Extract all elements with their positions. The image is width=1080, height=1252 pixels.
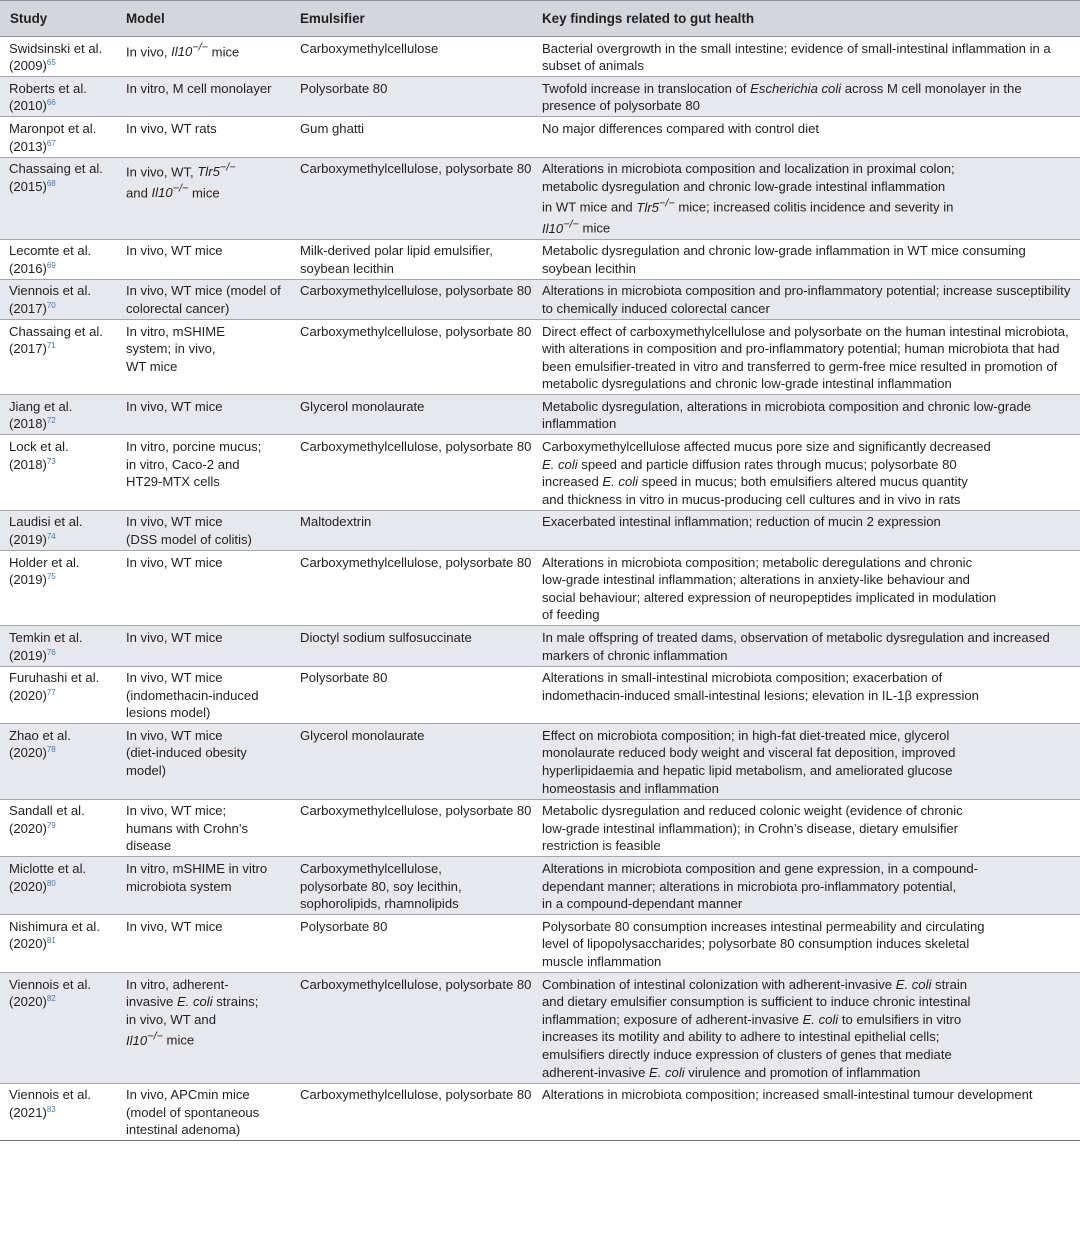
emulsifier-cell: Carboxymethylcellulose, polysorbate 80 xyxy=(294,157,536,239)
study-cell xyxy=(0,626,120,666)
study-year: (2017) xyxy=(9,300,47,316)
model-cell: In vitro, mSHIME system; in vivo, WT mice xyxy=(120,319,294,394)
table-row xyxy=(0,435,1080,510)
header-row xyxy=(0,1,1080,37)
findings-cell: No major differences compared with control diet xyxy=(536,117,1080,157)
findings-cell: Alterations in microbiota composition and gene expression, in a compound- dependant manner; alterations in microbiota pro-inflammatory potential, in a compound-dependant manner xyxy=(536,857,1080,915)
study-year: (2019) xyxy=(9,572,47,588)
reference-link[interactable]: 82 xyxy=(46,994,56,1004)
findings-cell: Effect on microbiota composition; in high-fat diet-treated mice, glycerol monolaurate reduced body weight and visceral fat deposition, improved hyperlipidaemia and hepatic lipid metabolism, and ameliorated glucose homeostasis and inflammation xyxy=(536,724,1080,799)
reference-link[interactable]: 77 xyxy=(46,687,56,697)
model-cell: In vivo, WT mice xyxy=(120,239,294,279)
reference-link[interactable]: 66 xyxy=(46,98,56,108)
study-name: Viennois et al. xyxy=(9,1087,92,1103)
study-cell xyxy=(0,395,120,435)
findings-cell: Twofold increase in translocation of Escherichia coli across M cell monolayer in the presence of polysorbate 80 xyxy=(536,77,1080,117)
table-row xyxy=(0,279,1080,319)
header-model: Model xyxy=(120,1,294,37)
study-year: (2019) xyxy=(9,647,47,663)
reference-link[interactable]: 73 xyxy=(46,456,56,466)
emulsifier-cell: Carboxymethylcellulose, polysorbate 80 xyxy=(294,799,536,857)
reference-link[interactable]: 81 xyxy=(46,936,56,946)
study-cell xyxy=(0,915,120,973)
model-cell: In vivo, WT mice (indomethacin-induced lesions model) xyxy=(120,666,294,724)
table-row xyxy=(0,626,1080,666)
table-row xyxy=(0,37,1080,77)
findings-cell: Alterations in small-intestinal microbiota composition; exacerbation of indomethacin-induced small-intestinal lesions; elevation in IL-1β expression xyxy=(536,666,1080,724)
table-row xyxy=(0,77,1080,117)
table-row xyxy=(0,799,1080,857)
study-cell xyxy=(0,857,120,915)
study-name: Sandall et al. xyxy=(9,803,85,819)
emulsifier-cell: Glycerol monolaurate xyxy=(294,724,536,799)
reference-link[interactable]: 69 xyxy=(46,260,56,270)
findings-cell: Alterations in microbiota composition and pro-inflammatory potential; increase susceptibility to chemically induced colorectal cancer xyxy=(536,279,1080,319)
emulsifier-cell: Maltodextrin xyxy=(294,510,536,550)
study-name: Viennois et al. xyxy=(9,976,92,992)
model-cell: In vitro, M cell monolayer xyxy=(120,77,294,117)
study-cell xyxy=(0,157,120,239)
findings-cell: Exacerbated intestinal inflammation; reduction of mucin 2 expression xyxy=(536,510,1080,550)
emulsifier-cell: Carboxymethylcellulose xyxy=(294,37,536,77)
table-row xyxy=(0,972,1080,1083)
study-name: Jiang et al. xyxy=(9,398,73,414)
table-row xyxy=(0,395,1080,435)
emulsifier-cell: Carboxymethylcellulose, polysorbate 80 xyxy=(294,551,536,626)
study-year: (2020) xyxy=(9,936,47,952)
study-name: Maronpot et al. xyxy=(9,120,97,136)
study-year: (2013) xyxy=(9,138,47,154)
study-name: Nishimura et al. xyxy=(9,918,100,934)
study-cell xyxy=(0,435,120,510)
model-cell: In vitro, porcine mucus; in vitro, Caco-2 and HT29-MTX cells xyxy=(120,435,294,510)
study-cell xyxy=(0,1083,120,1141)
model-cell: In vivo, WT mice xyxy=(120,915,294,973)
study-cell xyxy=(0,510,120,550)
table-row xyxy=(0,915,1080,973)
findings-cell: In male offspring of treated dams, observation of metabolic dysregulation and increased markers of chronic inflammation xyxy=(536,626,1080,666)
table-row xyxy=(0,857,1080,915)
model-cell: In vivo, WT mice (DSS model of colitis) xyxy=(120,510,294,550)
study-cell xyxy=(0,37,120,77)
findings-cell: Combination of intestinal colonization with adherent-invasive E. coli strain and dietary emulsifier consumption is sufficient to induce chronic intestinal inflammation; exposure of adherent-invasive E. coli to emulsifiers in vitro increases its motility and ability to adhere to intestinal epithelial cells; emulsifiers directly induce expression of clusters of genes that mediate adherent-invasive E. coli virulence and promotion of inflammation xyxy=(536,972,1080,1083)
model-cell: In vitro, adherent- invasive E. coli strains; in vivo, WT and Il10−/− mice xyxy=(120,972,294,1083)
study-year: (2021) xyxy=(9,1104,47,1120)
reference-link[interactable]: 65 xyxy=(46,58,56,68)
study-name: Temkin et al. xyxy=(9,629,83,645)
reference-link[interactable]: 68 xyxy=(46,178,56,188)
study-year: (2020) xyxy=(9,994,47,1010)
table-row xyxy=(0,239,1080,279)
reference-link[interactable]: 70 xyxy=(46,300,56,310)
study-cell xyxy=(0,551,120,626)
emulsifier-cell: Glycerol monolaurate xyxy=(294,395,536,435)
emulsifier-cell: Gum ghatti xyxy=(294,117,536,157)
model-cell: In vivo, WT mice xyxy=(120,395,294,435)
findings-cell: Metabolic dysregulation, alterations in microbiota composition and chronic low-grade inflammation xyxy=(536,395,1080,435)
findings-cell: Carboxymethylcellulose affected mucus pore size and significantly decreased E. coli speed and particle diffusion rates through mucus; polysorbate 80 increased E. coli speed in mucus; both emulsifiers altered mucus quantity and thickness in vitro in mucus-producing cell cultures and in vivo in rats xyxy=(536,435,1080,510)
table-row xyxy=(0,319,1080,394)
study-year: (2019) xyxy=(9,532,47,548)
findings-cell: Metabolic dysregulation and reduced colonic weight (evidence of chronic low-grade intestinal inflammation); in Crohn’s disease, dietary emulsifier restriction is feasible xyxy=(536,799,1080,857)
study-cell xyxy=(0,279,120,319)
findings-cell: Bacterial overgrowth in the small intestine; evidence of small-intestinal inflammation in a subset of animals xyxy=(536,37,1080,77)
study-name: Roberts et al. xyxy=(9,80,87,96)
findings-cell: Metabolic dysregulation and chronic low-grade inflammation in WT mice consuming soybean lecithin xyxy=(536,239,1080,279)
reference-link[interactable]: 78 xyxy=(46,745,56,755)
header-key-findings: Key findings related to gut health xyxy=(536,1,1080,37)
study-name: Lock et al. xyxy=(9,439,69,455)
study-year: (2018) xyxy=(9,456,47,472)
study-name: Zhao et al. xyxy=(9,727,71,743)
model-cell: In vivo, WT rats xyxy=(120,117,294,157)
study-name: Viennois et al. xyxy=(9,283,92,299)
model-cell: In vivo, WT mice xyxy=(120,626,294,666)
header-study: Study xyxy=(0,1,120,37)
emulsifier-cell: Carboxymethylcellulose, polysorbate 80 xyxy=(294,435,536,510)
study-year: (2015) xyxy=(9,178,47,194)
study-year: (2017) xyxy=(9,341,47,357)
study-year: (2016) xyxy=(9,260,47,276)
table-row xyxy=(0,1083,1080,1141)
study-cell xyxy=(0,77,120,117)
reference-link[interactable]: 80 xyxy=(46,878,56,888)
table-row xyxy=(0,510,1080,550)
emulsifier-cell: Carboxymethylcellulose, polysorbate 80, soy lecithin, sophorolipids, rhamnolipids xyxy=(294,857,536,915)
study-year: (2009) xyxy=(9,58,47,74)
model-cell: In vivo, WT mice; humans with Crohn’s disease xyxy=(120,799,294,857)
table-body xyxy=(0,37,1080,1141)
study-name: Miclotte et al. xyxy=(9,861,87,877)
study-cell xyxy=(0,117,120,157)
study-year: (2020) xyxy=(9,745,47,761)
findings-cell: Alterations in microbiota composition and localization in proximal colon; metabolic dysregulation and chronic low-grade intestinal inflammation in WT mice and Tlr5−/− mice; increased colitis incidence and severity in Il10−/− mice xyxy=(536,157,1080,239)
study-name: Swidsinski et al. xyxy=(9,40,103,56)
emulsifier-cell: Polysorbate 80 xyxy=(294,77,536,117)
table-row xyxy=(0,157,1080,239)
reference-link[interactable]: 71 xyxy=(46,341,56,351)
study-name: Lecomte et al. xyxy=(9,243,92,259)
findings-cell: Alterations in microbiota composition; increased small-intestinal tumour development xyxy=(536,1083,1080,1141)
findings-cell: Polysorbate 80 consumption increases intestinal permeability and circulating level of lipopolysaccharides; polysorbate 80 consumption induces skeletal muscle inflammation xyxy=(536,915,1080,973)
reference-link[interactable]: 83 xyxy=(46,1104,56,1114)
reference-link[interactable]: 67 xyxy=(46,138,56,148)
model-cell: In vivo, WT mice xyxy=(120,551,294,626)
study-name: Holder et al. xyxy=(9,554,80,570)
emulsifier-cell: Carboxymethylcellulose, polysorbate 80 xyxy=(294,279,536,319)
table-row xyxy=(0,117,1080,157)
table-row xyxy=(0,724,1080,799)
model-cell: In vivo, WT, Tlr5−/− and Il10−/− mice xyxy=(120,157,294,239)
study-cell xyxy=(0,319,120,394)
emulsifier-cell: Carboxymethylcellulose, polysorbate 80 xyxy=(294,972,536,1083)
table-header xyxy=(0,1,1080,37)
reference-link[interactable]: 76 xyxy=(46,647,56,657)
findings-cell: Alterations in microbiota composition; metabolic deregulations and chronic low-grade intestinal inflammation; alterations in anxiety-like behaviour and social behaviour; altered expression of neuropeptides implicated in modulation of feeding xyxy=(536,551,1080,626)
table-row xyxy=(0,666,1080,724)
reference-link[interactable]: 74 xyxy=(46,532,56,542)
model-cell: In vivo, Il10−/− mice xyxy=(120,37,294,77)
study-cell xyxy=(0,239,120,279)
model-cell: In vivo, APCmin mice (model of spontaneous intestinal adenoma) xyxy=(120,1083,294,1141)
emulsifier-cell: Dioctyl sodium sulfosuccinate xyxy=(294,626,536,666)
study-year: (2020) xyxy=(9,820,47,836)
study-cell xyxy=(0,724,120,799)
study-cell xyxy=(0,972,120,1083)
model-cell: In vivo, WT mice (diet-induced obesity model) xyxy=(120,724,294,799)
emulsifier-cell: Polysorbate 80 xyxy=(294,666,536,724)
reference-link[interactable]: 79 xyxy=(46,820,56,830)
model-cell: In vivo, WT mice (model of colorectal cancer) xyxy=(120,279,294,319)
study-name: Furuhashi et al. xyxy=(9,670,100,686)
study-name: Chassaing et al. xyxy=(9,161,103,177)
reference-link[interactable]: 72 xyxy=(46,416,56,426)
emulsifier-cell: Carboxymethylcellulose, polysorbate 80 xyxy=(294,319,536,394)
header-emulsifier: Emulsifier xyxy=(294,1,536,37)
emulsifier-cell: Milk-derived polar lipid emulsifier, soybean lecithin xyxy=(294,239,536,279)
study-cell xyxy=(0,799,120,857)
findings-cell: Direct effect of carboxymethylcellulose and polysorbate on the human intestinal microbiota, with alterations in composition and pro-inflammatory potential; human microbiota that had been emulsifier-treated in vitro and transferred to germ-free mice resulted in promotion of metabolic dysregulations and chronic low-grade intestinal inflammation xyxy=(536,319,1080,394)
study-year: (2018) xyxy=(9,416,47,432)
study-year: (2020) xyxy=(9,878,47,894)
study-name: Chassaing et al. xyxy=(9,323,103,339)
model-cell: In vitro, mSHIME in vitro microbiota system xyxy=(120,857,294,915)
study-year: (2010) xyxy=(9,98,47,114)
reference-link[interactable]: 75 xyxy=(46,572,56,582)
study-year: (2020) xyxy=(9,687,47,703)
emulsifier-cell: Carboxymethylcellulose, polysorbate 80 xyxy=(294,1083,536,1141)
study-name: Laudisi et al. xyxy=(9,514,83,530)
study-cell xyxy=(0,666,120,724)
table-row xyxy=(0,551,1080,626)
emulsifier-cell: Polysorbate 80 xyxy=(294,915,536,973)
